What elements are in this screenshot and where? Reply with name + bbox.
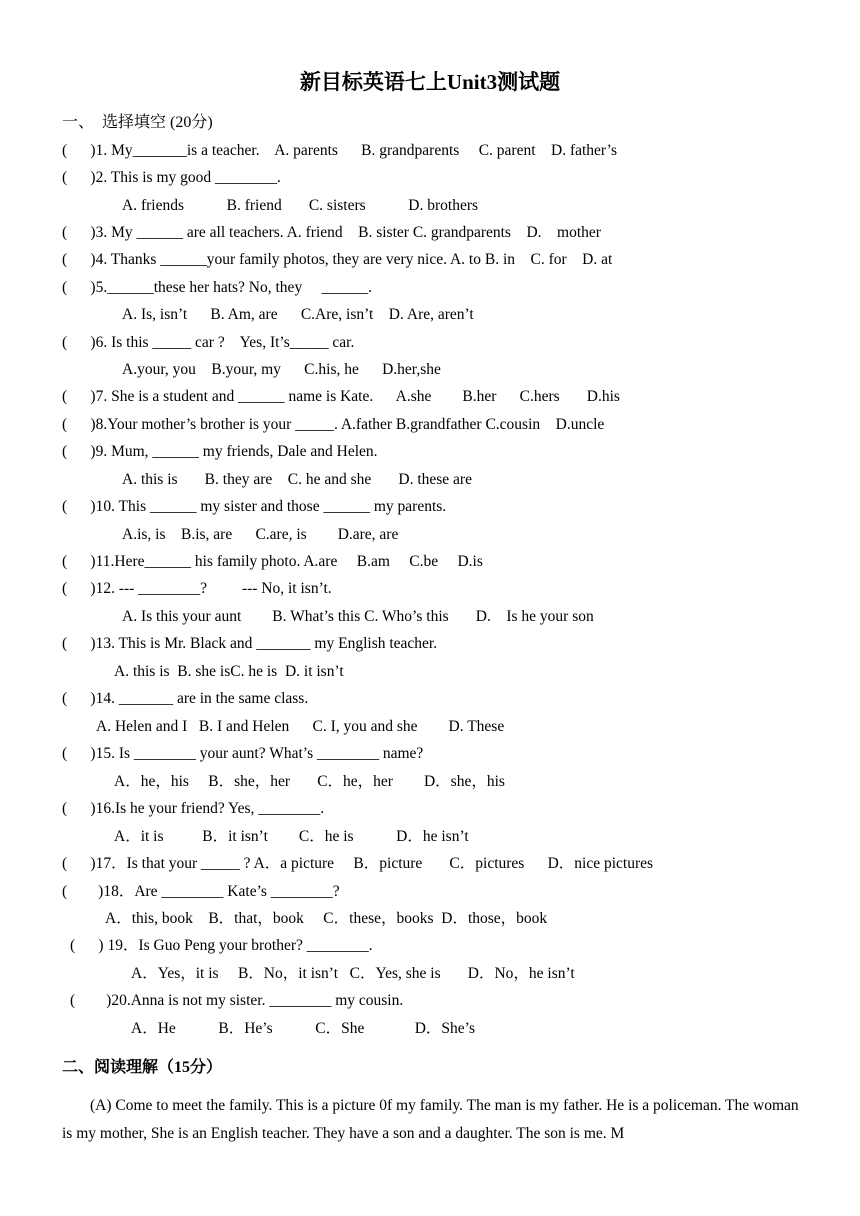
options-line: A.your, you B.your, my C.his, he D.her,she [122, 361, 441, 378]
question-line: ( )20.Anna is not my sister. ________ my cousin. [70, 992, 404, 1009]
options-line: A．Yes，it is B．No，it isn’t C．Yes, she is D．No，he isn’t [131, 965, 575, 982]
options-line: A．he，his B．she，her C．he，her D．she，his [114, 773, 505, 790]
question-line: ( )3. My ______ are all teachers. A. friend B. sister C. grandparents D. mother [62, 224, 601, 241]
options-line: A.is, is B.is, are C.are, is D.are, are [122, 526, 399, 543]
reading-passage: (A) Come to meet the family. This is a picture 0f my family. The man is my father. He is a policeman. The woman is my mother, She is an English teacher. They have a son and a daughter. The son is me. M [62, 1097, 799, 1142]
question-line: ( )18．Are ________ Kate’s ________? [62, 883, 340, 900]
question-line: ( ) 19．Is Guo Peng your brother? ________. [70, 937, 373, 954]
question-line: ( )6. Is this _____ car ? Yes, It’s_____ car. [62, 334, 355, 351]
options-line: A. Is this your aunt B. What’s this C. Who’s this D. Is he your son [122, 608, 594, 625]
question-line: ( )4. Thanks ______your family photos, they are very nice. A. to B. in C. for D. at [62, 251, 613, 268]
question-line: ( )1. My_______is a teacher. A. parents B. grandparents C. parent D. father’s [62, 142, 618, 159]
question-line: ( )12. --- ________? --- No, it isn’t. [62, 580, 332, 597]
options-line: A．He B．He’s C．She D．She’s [131, 1020, 476, 1037]
options-line: A. friends B. friend C. sisters D. brothers [122, 197, 479, 214]
question-line: ( )15. Is ________ your aunt? What’s ________ name? [62, 745, 424, 762]
options-line: A．it is B．it isn’t C．he is D．he isn’t [114, 828, 469, 845]
question-line: ( )8.Your mother’s brother is your _____. A.father B.grandfather C.cousin D.uncle [62, 416, 605, 433]
section-2-heading: 二、阅读理解（15分） [62, 1059, 223, 1076]
question-line: ( )14. _______ are in the same class. [62, 690, 309, 707]
options-line: A. this is B. they are C. he and she D. these are [122, 471, 472, 488]
options-line: A. Helen and I B. I and Helen C. I, you and she D. These [96, 718, 505, 735]
question-line: ( )10. This ______ my sister and those ______ my parents. [62, 498, 447, 515]
options-line: A. Is, isn’t B. Am, are C.Are, isn’t D. Are, aren’t [122, 306, 474, 323]
options-line: A．this, book B．that，book C．these，books D．those，book [105, 910, 548, 927]
section-1-heading: 一、 选择填空 (20分) [62, 114, 213, 131]
question-line: ( )7. She is a student and ______ name is Kate. A.she B.her C.hers D.his [62, 388, 620, 405]
page-title: 新目标英语七上Unit3测试题 [299, 70, 561, 94]
question-line: ( )5.______these her hats? No, they ______. [62, 279, 372, 296]
options-line: A. this is B. she isC. he is D. it isn’t [114, 663, 344, 680]
question-line: ( )16.Is he your friend? Yes, ________. [62, 800, 325, 817]
question-line: ( )17．Is that your _____ ? A．a picture B．picture C．pictures D．nice pictures [62, 855, 654, 872]
question-line: ( )13. This is Mr. Black and _______ my English teacher. [62, 635, 438, 652]
question-line: ( )11.Here______ his family photo. A.are B.am C.be D.is [62, 553, 483, 570]
question-line: ( )9. Mum, ______ my friends, Dale and Helen. [62, 443, 378, 460]
question-line: ( )2. This is my good ________. [62, 169, 281, 186]
